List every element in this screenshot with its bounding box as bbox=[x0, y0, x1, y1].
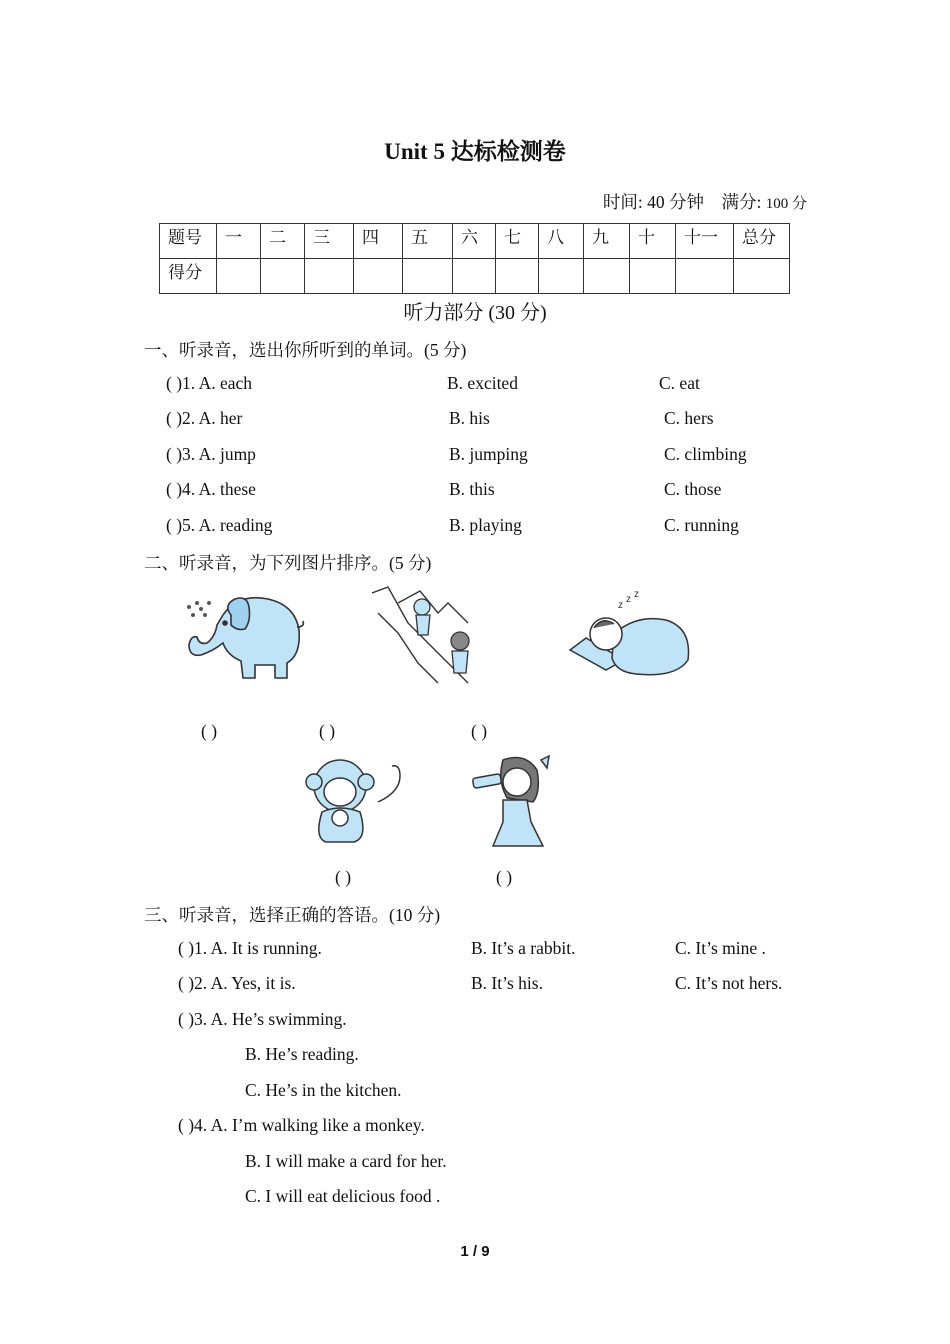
score-table-cell: 总分 bbox=[734, 224, 790, 259]
score-table-score-row bbox=[160, 259, 790, 294]
score-input-cell[interactable] bbox=[539, 259, 584, 294]
score-table-cell: 二 bbox=[261, 224, 305, 259]
score-input-cell[interactable] bbox=[496, 259, 539, 294]
part1-q3-b: B. jumping bbox=[449, 444, 528, 464]
part2-blank-2[interactable]: ( ) bbox=[319, 721, 336, 741]
score-table-cell: 十 bbox=[630, 224, 676, 259]
part1-q2-b: B. his bbox=[449, 408, 490, 428]
part1-q4-a[interactable]: ( )4. A. these bbox=[166, 479, 256, 499]
part3-q3-b: B. He’s reading. bbox=[245, 1044, 359, 1064]
part2-blank-3[interactable]: ( ) bbox=[471, 721, 488, 741]
score-input-cell[interactable] bbox=[354, 259, 403, 294]
part3-q2-a[interactable]: ( )2. A. Yes, it is. bbox=[178, 973, 296, 993]
girl-drinking-image bbox=[463, 752, 553, 852]
children-climbing-mountain-image bbox=[368, 583, 483, 687]
elephant-spraying-water-image bbox=[183, 585, 305, 683]
part1-q4-b: B. this bbox=[449, 479, 495, 499]
score-table-cell: 题号 bbox=[160, 224, 217, 259]
part3-q1-b: B. It’s a rabbit. bbox=[471, 938, 576, 958]
part3-q3-c: C. He’s in the kitchen. bbox=[245, 1080, 402, 1100]
part2-blank-1[interactable]: ( ) bbox=[201, 721, 218, 741]
part1-q4-c: C. those bbox=[664, 479, 722, 499]
svg-text:z: z bbox=[626, 594, 631, 605]
score-table-cell: 八 bbox=[539, 224, 584, 259]
part3-q2-b: B. It’s his. bbox=[471, 973, 543, 993]
part1-q3-c: C. climbing bbox=[664, 444, 747, 464]
part2-blank-4[interactable]: ( ) bbox=[335, 867, 352, 887]
score-table-cell: 一 bbox=[217, 224, 261, 259]
part1-q2-a[interactable]: ( )2. A. her bbox=[166, 408, 243, 428]
score-input-cell[interactable] bbox=[584, 259, 630, 294]
part3-q4-a[interactable]: ( )4. A. I’m walking like a monkey. bbox=[178, 1115, 425, 1135]
part2-heading: 二、听录音，为下列图片排序。(5 分) bbox=[144, 553, 432, 573]
page-number: 1 / 9 bbox=[460, 1243, 490, 1260]
part3-q1-c: C. It’s mine . bbox=[675, 938, 766, 958]
score-input-cell[interactable] bbox=[453, 259, 496, 294]
score-table-header-row bbox=[160, 224, 790, 259]
part3-q1-a[interactable]: ( )1. A. It is running. bbox=[178, 938, 322, 958]
score-input-cell[interactable] bbox=[217, 259, 261, 294]
score-label: 满分: bbox=[721, 192, 766, 212]
part2-blank-5[interactable]: ( ) bbox=[496, 867, 513, 887]
part1-q1-c: C. eat bbox=[659, 373, 700, 393]
score-input-cell[interactable] bbox=[734, 259, 790, 294]
part1-q1-b: B. excited bbox=[447, 373, 518, 393]
part1-q1-a[interactable]: ( )1. A. each bbox=[166, 373, 253, 393]
score-table-cell: 六 bbox=[453, 224, 496, 259]
score-table-cell: 五 bbox=[403, 224, 453, 259]
score-value: 100 分 bbox=[765, 196, 807, 212]
part1-heading: 一、听录音，选出你所听到的单词。(5 分) bbox=[144, 340, 467, 360]
part3-heading: 三、听录音，选择正确的答语。(10 分) bbox=[144, 905, 441, 925]
part1-q5-a[interactable]: ( )5. A. reading bbox=[166, 515, 273, 535]
part1-q5-c: C. running bbox=[664, 515, 739, 535]
part1-q5-b: B. playing bbox=[449, 515, 522, 535]
time-label: 时间: 40 分钟 bbox=[602, 192, 704, 212]
man-sleeping-image bbox=[566, 588, 692, 680]
score-table bbox=[159, 223, 790, 294]
score-table-cell: 九 bbox=[584, 224, 630, 259]
score-table-cell: 三 bbox=[305, 224, 354, 259]
listening-heading: 听力部分 (30 分) bbox=[403, 302, 547, 324]
score-table-cell: 七 bbox=[496, 224, 539, 259]
score-input-cell[interactable] bbox=[261, 259, 305, 294]
exam-meta bbox=[603, 189, 807, 214]
part1-q3-a[interactable]: ( )3. A. jump bbox=[166, 444, 256, 464]
monkey-eating-image bbox=[296, 752, 408, 852]
score-table-cell: 十一 bbox=[676, 224, 734, 259]
part3-q2-c: C. It’s not hers. bbox=[675, 973, 783, 993]
svg-text:z: z bbox=[618, 600, 623, 611]
score-input-cell[interactable] bbox=[676, 259, 734, 294]
svg-text:z: z bbox=[634, 589, 639, 600]
page-title: Unit 5 达标检测卷 bbox=[384, 139, 566, 164]
score-row-label: 得分 bbox=[160, 259, 217, 294]
part3-q4-c: C. I will eat delicious food . bbox=[245, 1186, 441, 1206]
part3-q3-a[interactable]: ( )3. A. He’s swimming. bbox=[178, 1009, 347, 1029]
part1-q2-c: C. hers bbox=[664, 408, 714, 428]
score-input-cell[interactable] bbox=[403, 259, 453, 294]
score-table-cell: 四 bbox=[354, 224, 403, 259]
score-input-cell[interactable] bbox=[305, 259, 354, 294]
part3-q4-b: B. I will make a card for her. bbox=[245, 1151, 447, 1171]
score-input-cell[interactable] bbox=[630, 259, 676, 294]
